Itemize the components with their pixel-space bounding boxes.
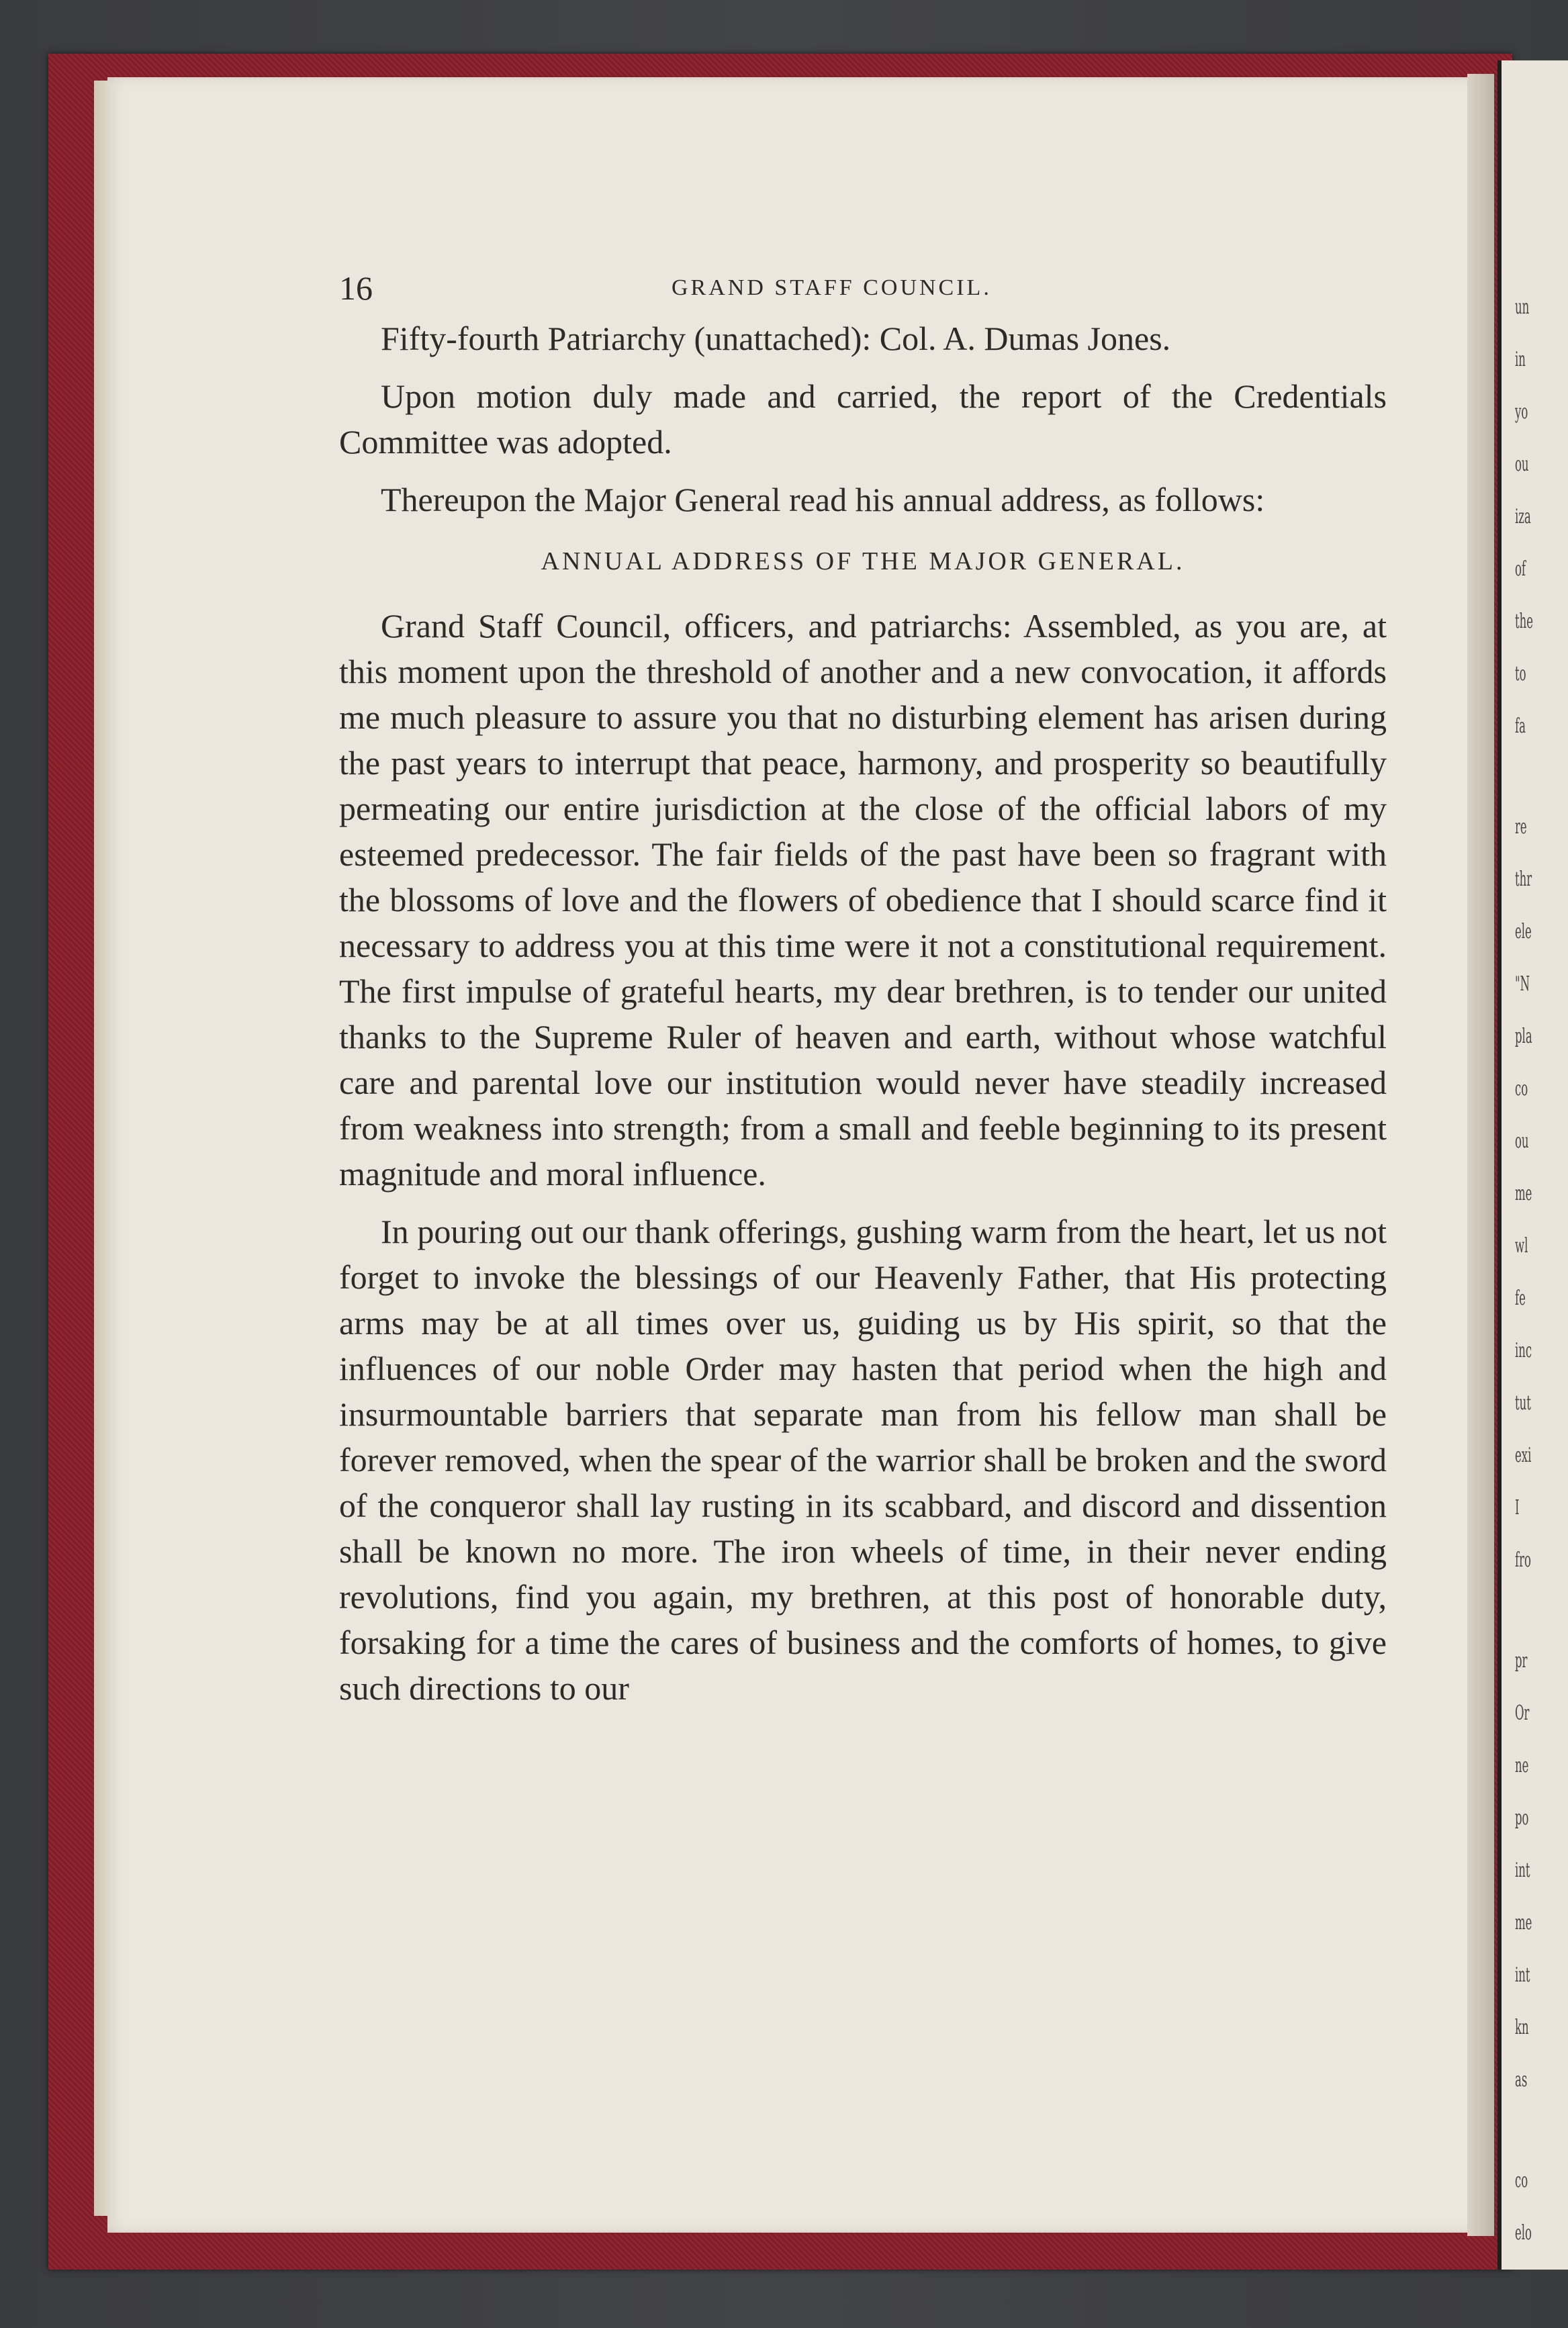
facing-page-fragment: iza [1515,505,1531,528]
facing-page-fragment: po [1515,1806,1529,1830]
facing-page-fragment: in [1515,348,1526,371]
page-number: 16 [339,269,373,307]
facing-page-fragment: fa [1515,714,1526,738]
paragraph-motion: Upon motion duly made and carried, the report of the Credentials Committee was adopted. [339,377,1387,461]
facing-page-fragment: co [1515,2169,1528,2192]
facing-page-fragment: exi [1515,1444,1532,1467]
facing-page-fragment: tut [1515,1391,1531,1415]
facing-page-fragment: wl [1515,1234,1528,1258]
paragraph-thereupon: Thereupon the Major General read his annual address, as follows: [381,481,1265,518]
facing-page-fragment: of [1515,557,1526,581]
facing-page-fragment: int [1515,1859,1530,1882]
page-text [339,255,1387,1723]
facing-page-fragment: Or [1515,1702,1530,1725]
facing-page-fragment: ou [1515,453,1529,476]
facing-page-fragment: un [1515,295,1530,319]
facing-page-fragment: thr [1515,868,1532,891]
facing-page-fragment: as [1515,2068,1528,2092]
paragraph-pouring: In pouring out our thank offerings, gushing warm from the heart, let us not forget to invoke the blessings of our Heavenly Father, that His protecting arms may be at all times over us, guiding us by His spirit, so that the influences of our noble Order may hasten that period when the high and insurmountable barriers that separate man from his fellow man shall be forever removed, when the spear of the warrior shall be broken and the sword of the conqueror shall lay rusting in its scabbard, and discord and dissention shall be known no more. The iron wheels of time, in their never ending revolutions, find you again, my brethren, at this post of honorable duty, forsaking for a time the cares of business and the comforts of homes, to give such directions to our [339,1213,1387,1707]
facing-page-fragment: I [1515,1496,1520,1520]
facing-page-fragment: me [1515,1182,1532,1205]
running-title: GRAND STAFF COUNCIL. [672,275,992,300]
facing-page-fragment: the [1515,610,1534,633]
facing-page-fragment: fe [1515,1287,1526,1310]
facing-page-fragment: me [1515,1911,1532,1935]
facing-page-fragment: pla [1515,1025,1532,1048]
facing-page-fragment: co [1515,1077,1528,1101]
facing-page-fragment: pr [1515,1649,1528,1673]
running-head [339,255,1387,316]
facing-page-fragment: elo [1515,2221,1532,2245]
section-heading: ANNUAL ADDRESS OF THE MAJOR GENERAL. [541,547,1185,575]
facing-page-fragment: "N [1515,972,1530,996]
facing-page-fragment: ne [1515,1754,1529,1777]
paragraph-address: Grand Staff Council, officers, and patriarchs: Assembled, as you are, at this moment upon the threshold of another and a new convocation, it affords me much pleasure to assure you that no disturbing element has arisen during the past years to interrupt that peace, harmony, and prosperity so beautifully permeating our entire jurisdiction at the close of the official labors of my esteemed predecessor. The fair fields of the past have been so fragrant with the blossoms of love and the flowers of obedience that I should scarce find it necessary to address you at this time were it not a constitutional requirement. The first impulse of grateful hearts, my dear brethren, is to tender our united thanks to the Supreme Ruler of heaven and earth, without whose watchful care and parental love our institution would never have steadily increased from weakness into strength; from a small and feeble beginning to its present magnitude and moral influence. [339,607,1387,1193]
facing-page-fragment: ou [1515,1129,1529,1153]
page-gutter [1467,74,1494,2236]
facing-page-fragment: int [1515,1963,1530,1987]
facing-page-fragment: kn [1515,2016,1529,2039]
facing-page-fragment: yo [1515,400,1528,424]
paragraph-patriarchy: Fifty-fourth Patriarchy (unattached): Col. A. Dumas Jones. [381,320,1171,357]
facing-page-fragment: to [1515,662,1526,686]
facing-page-fragment: fro [1515,1548,1531,1572]
facing-page-edge [1497,60,1568,2270]
facing-page-fragment: re [1515,815,1527,839]
facing-page-fragment: ele [1515,920,1532,943]
facing-page-fragment: inc [1515,1339,1532,1362]
